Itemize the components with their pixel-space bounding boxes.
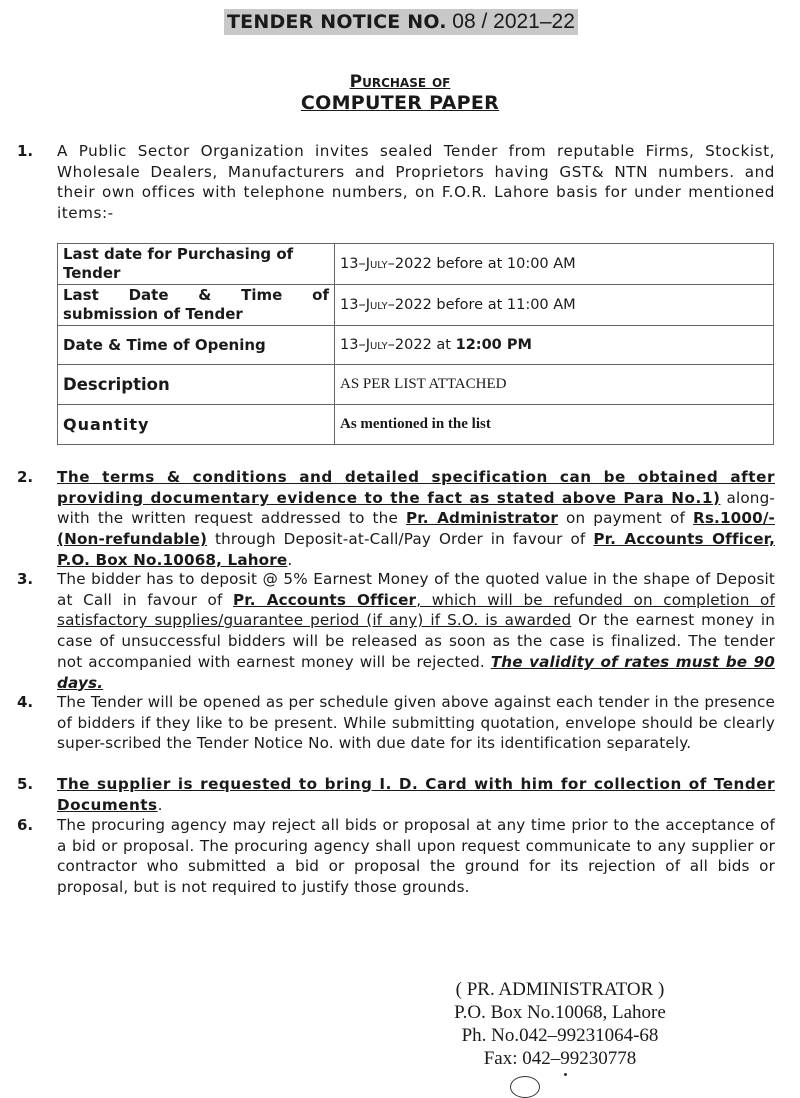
tender-number: 08 / 2021–22	[452, 10, 575, 33]
para-6-text: The procuring agency may reject all bids or proposal at any time prior to the acceptance of a bid or proposal. The procuring agency shall upon request communicate to any supplier or contractor who submitted a bid or proposal the ground for its rejection of all bids or proposal, but is not required to justify those grounds.	[57, 816, 775, 897]
table-row	[58, 365, 774, 405]
tender-notice-title	[224, 9, 578, 35]
signatory-phone: Ph. No.042–99231064-68	[461, 1025, 659, 1046]
table-row	[58, 405, 774, 445]
value-rest: –2022 at	[387, 337, 456, 353]
para-5-tail: .	[157, 795, 163, 814]
value-rest: –2022 before at 10:00 AM	[387, 256, 576, 272]
tender-schedule-table	[57, 243, 774, 445]
para-2-fee: Rs.1000/- (Non-refundable)	[57, 509, 775, 549]
para-2-administrator: Pr. Administrator	[405, 509, 558, 528]
row-value	[335, 244, 774, 285]
subtitle-item	[0, 92, 800, 114]
row-label	[58, 285, 335, 326]
para-3-validity: The validity of rates must be 90 days.	[57, 652, 775, 692]
para-4-text: The Tender will be opened as per schedule given above against each tender in the presence of bidders if they like to be present. While submitting quotation, envelope should be clearly super-scribed the Tender Notice No. with due date for its identification separately.	[57, 693, 775, 753]
row-label: Quantity	[58, 405, 335, 445]
value-rest: –2022 before at 11:00 AM	[387, 297, 576, 313]
value-day: 13–	[340, 337, 366, 353]
stamp-fragment-icon	[510, 1076, 540, 1098]
row-value	[335, 326, 774, 365]
table-row	[58, 244, 774, 285]
row-value: As mentioned in the list	[335, 405, 774, 445]
para-2-text-c: through Deposit-at-Call/Pay Order in favour of	[207, 530, 594, 549]
title-label: TENDER NOTICE NO.	[227, 11, 447, 33]
subtitle-line2: COMPUTER PAPER	[300, 92, 500, 114]
para-3-text-b: Or the earnest money in case of unsuccessful bidders will be released as soon as the case is finalized. The tender not accompanied with earnest money will be rejected.	[57, 611, 775, 671]
value-month: July	[365, 337, 388, 353]
para-5-id-card: The supplier is requested to bring I. D. Card with him for collection of Tender Documents	[57, 775, 775, 814]
value-day: 13–	[340, 297, 366, 313]
value-day: 13–	[340, 256, 366, 272]
para-2-payee: Pr. Accounts Officer, P.O. Box No.10068, Lahore	[57, 530, 775, 569]
row-label: Date & Time of Opening	[58, 326, 335, 365]
value-time-bold: 12:00 PM	[455, 337, 532, 353]
signature-block	[420, 978, 700, 1070]
para-6-number: 6.	[17, 816, 34, 834]
signatory-fax: Fax: 042–99230778	[483, 1048, 637, 1069]
row-label-line2: submission of Tender	[63, 305, 243, 323]
signatory-designation: ( PR. ADMINISTRATOR )	[455, 979, 665, 1000]
para-3-text-a: The bidder has to deposit @ 5% Earnest Money of the quoted value in the shape of Deposit at Call in favour of	[57, 570, 775, 609]
row-value: AS PER LIST ATTACHED	[335, 365, 774, 405]
stamp-dot-icon	[564, 1073, 567, 1076]
para-2-terms: The terms & conditions and detailed specification can be obtained after providing documentary evidence to the fact as stated above Para No.1)	[57, 468, 775, 507]
para-2-text-a: along-with the written request addressed to the	[57, 488, 775, 528]
table-row	[58, 326, 774, 365]
value-month: July	[365, 297, 388, 313]
para-2-text	[57, 467, 775, 571]
row-value	[335, 285, 774, 326]
value-month: July	[365, 256, 388, 272]
para-2-number: 2.	[17, 468, 34, 486]
subtitle-purchase-of	[0, 72, 800, 92]
para-2-text-b: on payment of	[558, 509, 694, 528]
para-3-payee: Pr. Accounts Officer	[233, 590, 417, 609]
subtitle-line1: Purchase of	[349, 72, 451, 92]
table-row	[58, 285, 774, 326]
para-3-number: 3.	[17, 570, 34, 588]
para-1-text: A Public Sector Organization invites sealed Tender from reputable Firms, Stockist, Wholesale Dealers, Manufacturers and Proprietors having GST& NTN numbers. and their own offices with telephone numbers, on F.O.R. Lahore basis for under mentioned items:-	[57, 142, 775, 223]
para-3-text	[57, 569, 775, 693]
para-5-text	[57, 774, 775, 815]
row-label: Description	[58, 365, 335, 405]
row-label-line1: Last Date & Time of	[63, 286, 329, 304]
para-3-refund-clause: , which will be refunded on completion of satisfactory supplies/guarantee period (if any) if S.O. is awarded	[57, 590, 775, 630]
signatory-address: P.O. Box No.10068, Lahore	[454, 1002, 666, 1023]
para-5-number: 5.	[17, 775, 34, 793]
para-4-number: 4.	[17, 693, 34, 711]
para-2-text-d: .	[287, 550, 293, 569]
para-1-number: 1.	[17, 142, 34, 160]
row-label: Last date for Purchasing of Tender	[58, 244, 335, 285]
